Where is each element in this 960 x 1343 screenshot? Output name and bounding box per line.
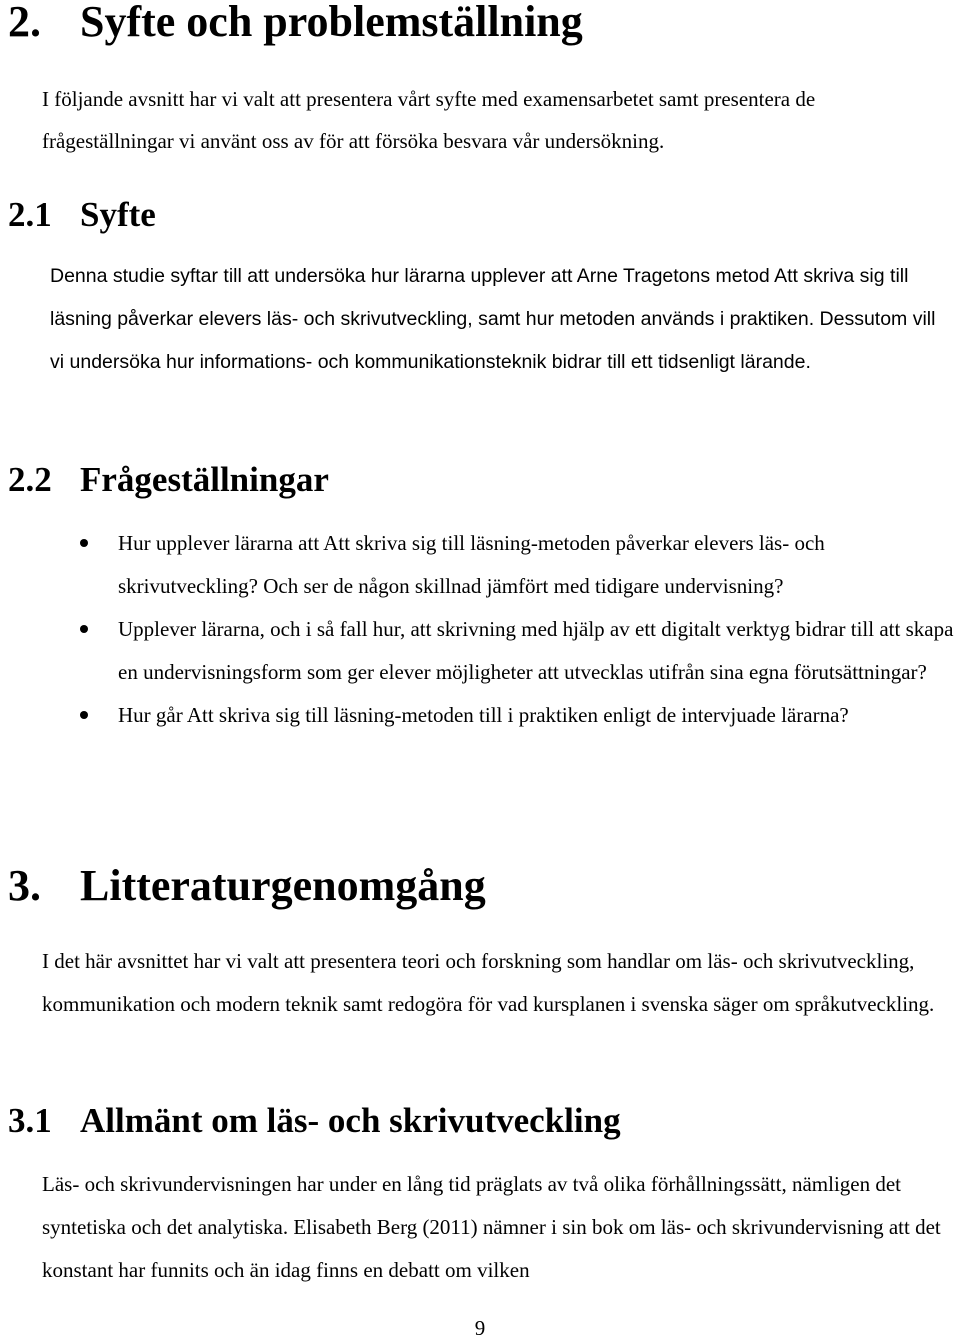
section-2-2-heading [8, 460, 329, 500]
section-number: 2.2 [8, 460, 52, 499]
list-item [0, 608, 958, 694]
list-item-text: Upplever lärarna, och i så fall hur, att skrivning med hjälp av ett digitalt verktyg bidrar till att skapa en undervisningsform som ger elever möjligheter att utvecklas utifrån sina egna förutsättningar? [118, 617, 954, 684]
page-number: 9 [474, 1316, 486, 1340]
list-item-text: Hur upplever lärarna att Att skriva sig till läsning-metoden påverkar elevers läs- och skrivutveckling? Och ser de någon skillnad jämfört med tidigare undervisning? [118, 531, 825, 598]
section-2-1-body: Denna studie syftar till att undersöka hur lärarna upplever att Arne Tragetons metod Att skriva sig till läsning påverkar elevers läs- och skrivutveckling, samt hur metoden används i praktiken. Dessutom vill vi undersöka hur informations- och kommunikationsteknik bidrar till ett tidsenligt lärande. [50, 265, 936, 373]
section-2-intro: I följande avsnitt har vi valt att presentera vårt syfte med examensarbetet samt presentera de frågeställningar vi använt oss av för att försöka besvara vår undersökning. [42, 87, 816, 153]
section-title: Allmänt om läs- och skrivutveckling [80, 1101, 621, 1140]
section-title: Frågeställningar [80, 460, 329, 499]
bullet-icon [80, 539, 88, 547]
section-title: Litteraturgenomgång [80, 861, 486, 910]
section-number: 2.1 [8, 195, 52, 234]
question-list [0, 522, 960, 737]
list-item-text: Hur går Att skriva sig till läsning-metoden till i praktiken enligt de intervjuade lärarna? [118, 703, 849, 727]
section-3-1-heading [8, 1101, 621, 1141]
section-2-heading [8, 0, 583, 47]
list-item [0, 694, 958, 737]
section-number: 3.1 [8, 1101, 52, 1140]
list-item [0, 522, 958, 608]
section-number: 3. [8, 861, 41, 910]
bullet-icon [80, 711, 88, 719]
section-number: 2. [8, 0, 41, 46]
section-3-heading [8, 861, 486, 911]
section-3-1-body: Läs- och skrivundervisningen har under en lång tid präglats av två olika förhållningssätt, nämligen det syntetiska och det analytiska. Elisabeth Berg (2011) nämner i sin bok om läs- och skrivundervisning att det konstant har funnits och än idag finns en debatt om vilken [42, 1172, 941, 1282]
section-2-1-heading [8, 195, 156, 235]
section-3-intro: I det här avsnittet har vi valt att presentera teori och forskning som handlar om läs- och skrivutveckling, kommunikation och modern teknik samt redogöra för vad kursplanen i svenska säger om språkutveckling. [42, 949, 935, 1016]
bullet-icon [80, 625, 88, 633]
section-title: Syfte [80, 195, 156, 234]
section-title: Syfte och problemställning [80, 0, 583, 46]
